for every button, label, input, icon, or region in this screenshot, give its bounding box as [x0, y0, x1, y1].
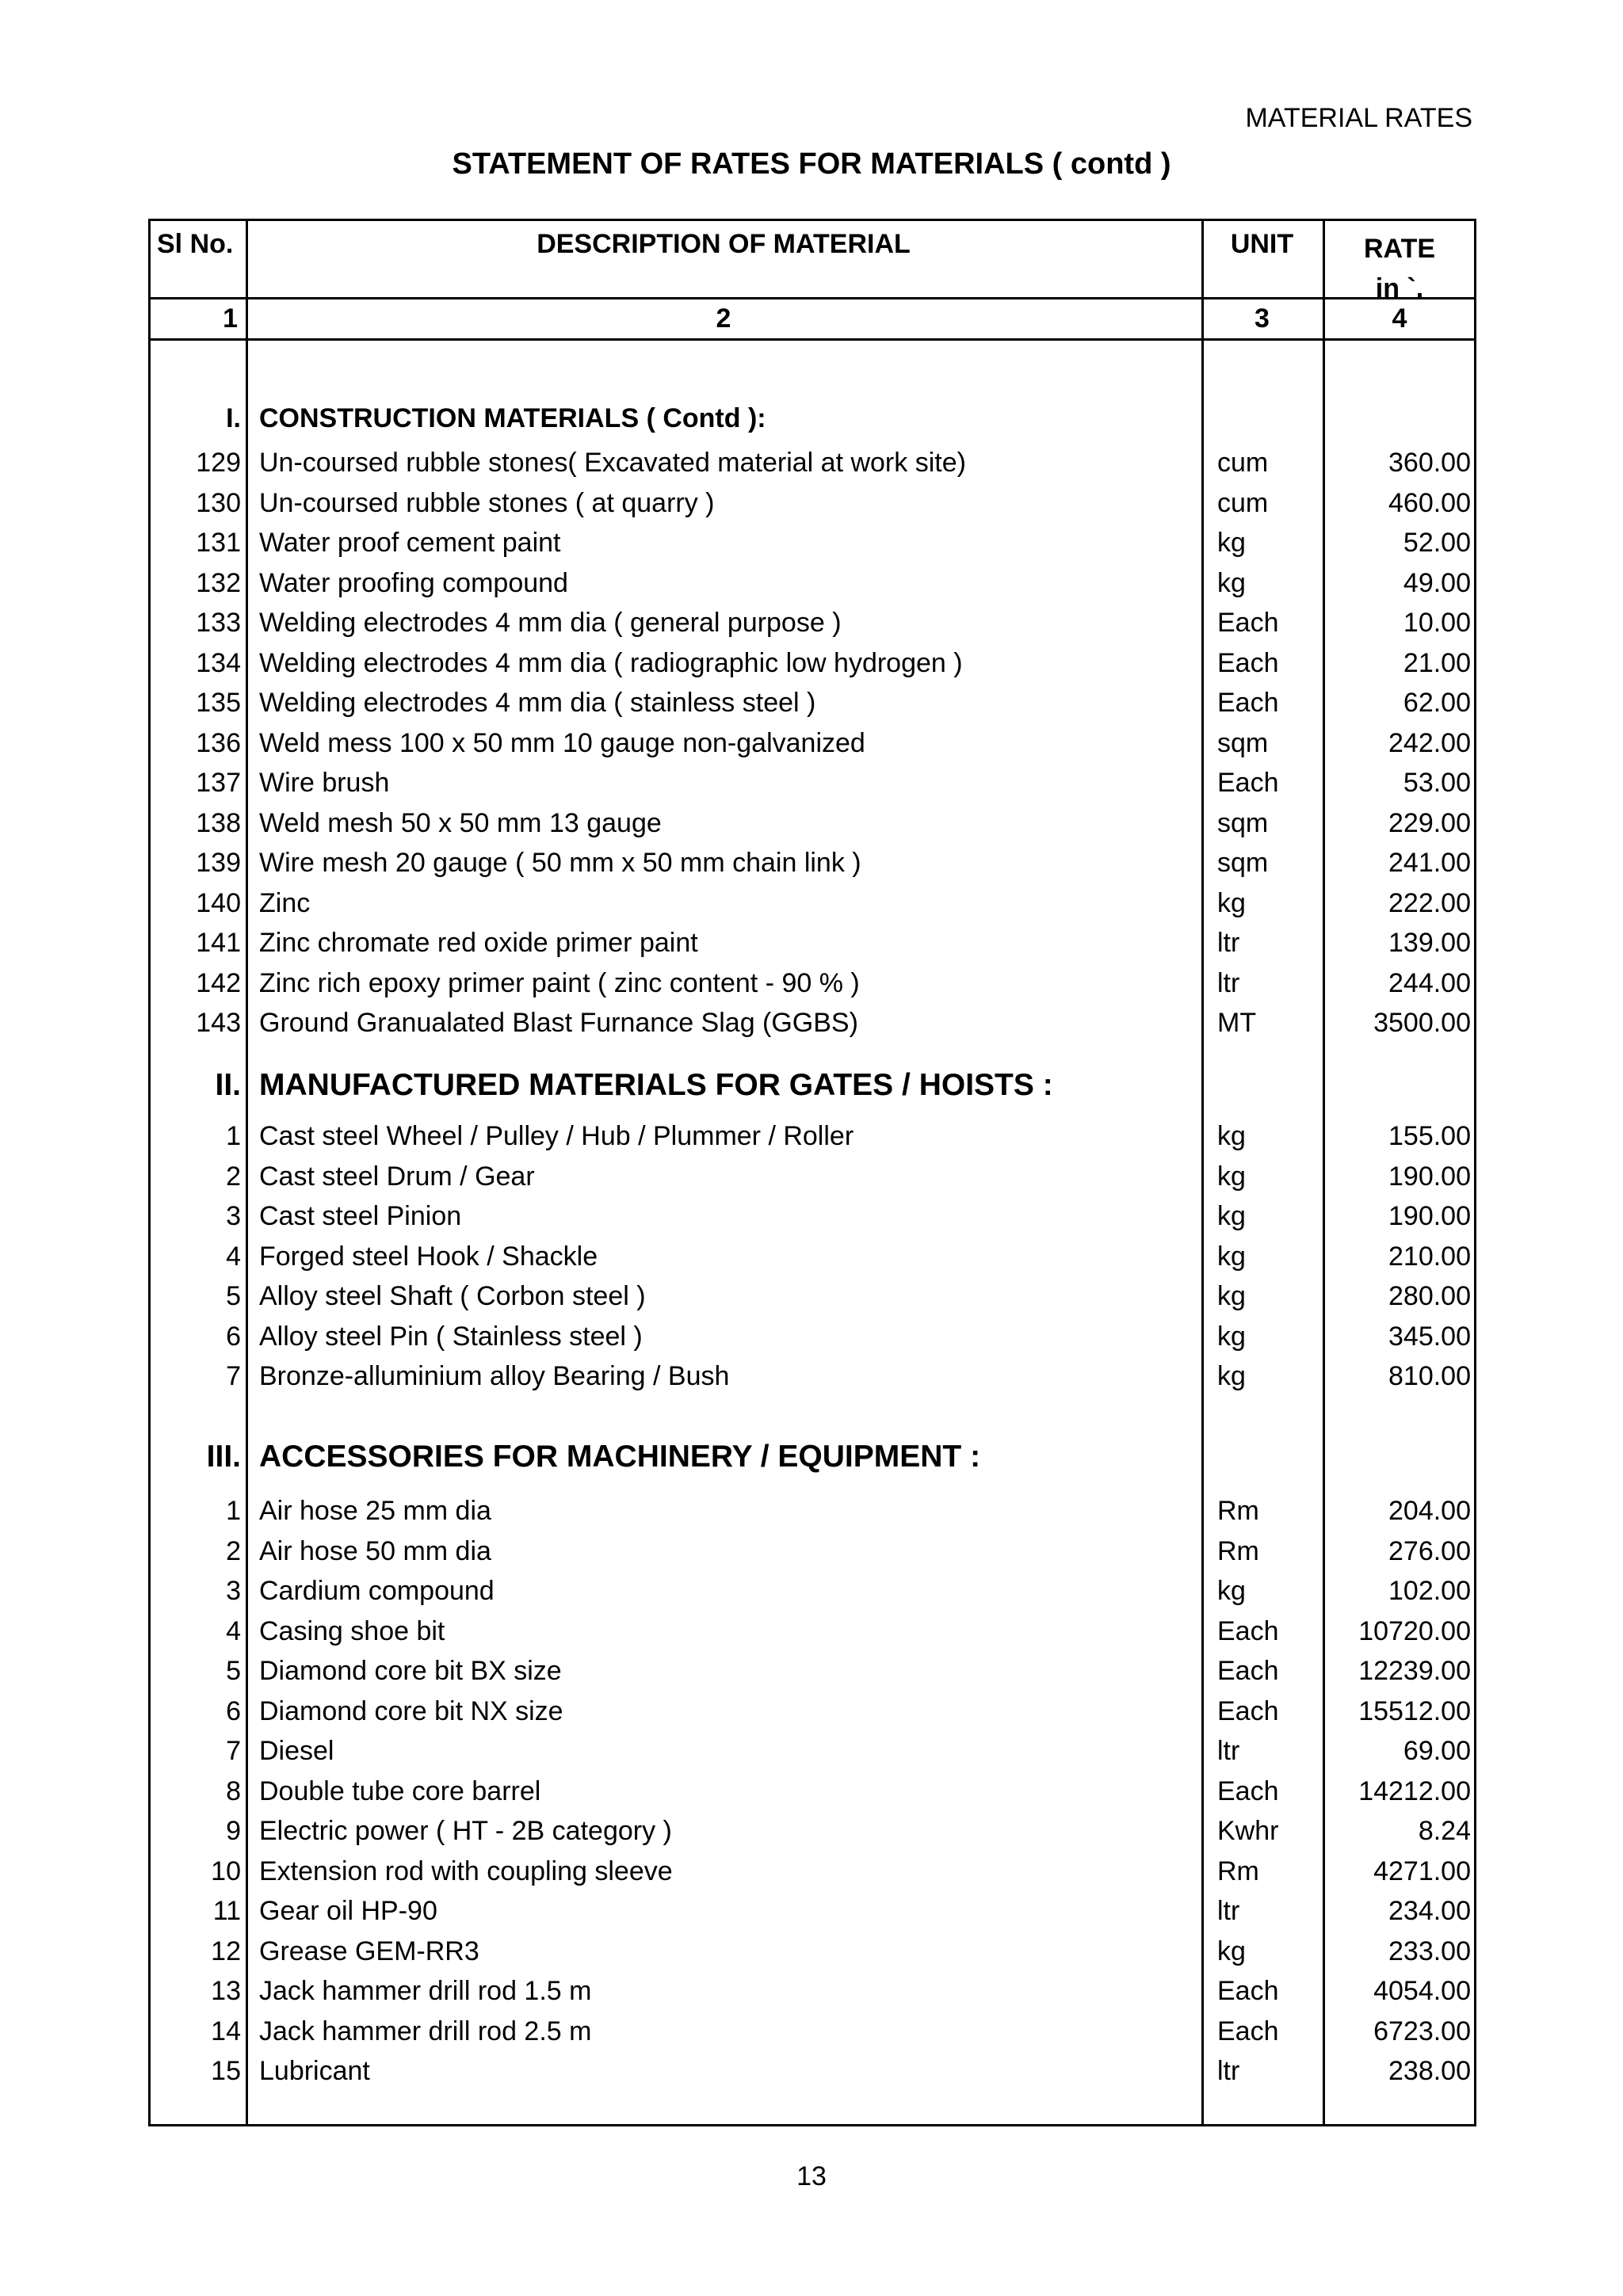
row-description: Forged steel Hook / Shackle	[259, 1241, 598, 1272]
row-rate: 241.00	[1388, 848, 1471, 878]
row-sl-number: 8	[226, 1775, 241, 1806]
table-row	[151, 2051, 1474, 2091]
row-rate: 229.00	[1388, 807, 1471, 838]
row-unit: MT	[1217, 1008, 1257, 1038]
table-row	[151, 1491, 1474, 1531]
table-row	[151, 1852, 1474, 1891]
row-description: Welding electrodes 4 mm dia ( radiographic low hydrogen )	[259, 647, 963, 678]
section-heading	[151, 399, 1474, 438]
row-description: Water proof cement paint	[259, 528, 561, 558]
row-unit: Rm	[1217, 1855, 1259, 1886]
row-rate: 139.00	[1388, 928, 1471, 958]
table-row	[151, 923, 1474, 963]
row-sl-number: 3	[226, 1576, 241, 1606]
row-sl-number: 131	[196, 528, 241, 558]
row-rate: 242.00	[1388, 727, 1471, 758]
row-rate: 6723.00	[1373, 2016, 1471, 2046]
row-description: Lubricant	[259, 2056, 370, 2086]
section-title: CONSTRUCTION MATERIALS ( Contd ):	[259, 403, 766, 433]
row-unit: kg	[1217, 1201, 1246, 1231]
row-rate: 810.00	[1388, 1361, 1471, 1391]
row-sl-number: 11	[212, 1896, 241, 1926]
row-rate: 204.00	[1388, 1496, 1471, 1526]
table-row	[151, 1811, 1474, 1851]
row-rate: 15512.00	[1358, 1695, 1471, 1726]
table-row	[151, 843, 1474, 883]
row-unit: kg	[1217, 1321, 1246, 1352]
row-description: Electric power ( HT - 2B category )	[259, 1816, 672, 1846]
page-title: STATEMENT OF RATES FOR MATERIALS ( contd )	[452, 147, 1171, 181]
row-unit: ltr	[1217, 967, 1240, 998]
row-description: Welding electrodes 4 mm dia ( stainless steel )	[259, 688, 816, 718]
row-rate: 190.00	[1388, 1161, 1471, 1192]
row-description: Diamond core bit NX size	[259, 1695, 563, 1726]
table-row	[151, 1772, 1474, 1811]
table-row	[151, 603, 1474, 643]
row-sl-number: 138	[196, 807, 241, 838]
row-sl-number: 7	[226, 1736, 241, 1766]
row-unit: Each	[1217, 2016, 1279, 2046]
row-unit: sqm	[1217, 848, 1269, 878]
row-description: Un-coursed rubble stones( Excavated material at work site)	[259, 448, 966, 478]
row-description: Wire brush	[259, 768, 390, 798]
table-row	[151, 1571, 1474, 1611]
row-sl-number: 6	[226, 1321, 241, 1352]
row-description: Weld mess 100 x 50 mm 10 gauge non-galvanized	[259, 727, 865, 758]
row-description: Zinc	[259, 887, 311, 918]
table-row	[151, 443, 1474, 482]
row-description: Grease GEM-RR3	[259, 1936, 479, 1966]
row-description: Double tube core barrel	[259, 1775, 541, 1806]
row-sl-number: 135	[196, 688, 241, 718]
row-rate: 3500.00	[1373, 1008, 1471, 1038]
table-row	[151, 1157, 1474, 1196]
section-heading	[151, 1066, 1474, 1105]
row-unit: Each	[1217, 1695, 1279, 1726]
table-row	[151, 1356, 1474, 1396]
row-sl-number: 9	[226, 1816, 241, 1846]
row-rate: 102.00	[1388, 1576, 1471, 1606]
row-unit: kg	[1217, 1361, 1246, 1391]
row-sl-number: 5	[226, 1281, 241, 1311]
table-row	[151, 1611, 1474, 1651]
table-row	[151, 2012, 1474, 2051]
row-description: Diamond core bit BX size	[259, 1656, 562, 1686]
row-rate: 10720.00	[1358, 1615, 1471, 1646]
row-unit: cum	[1217, 487, 1269, 518]
row-description: Ground Granualated Blast Furnance Slag (GGBS)	[259, 1008, 858, 1038]
column-header-rate-label: RATE	[1363, 234, 1436, 264]
row-rate: 21.00	[1403, 647, 1471, 678]
row-sl-number: 15	[211, 2056, 241, 2086]
table-row	[151, 643, 1474, 683]
table-row	[151, 1237, 1474, 1276]
row-unit: sqm	[1217, 807, 1269, 838]
row-description: Air hose 50 mm dia	[259, 1535, 491, 1566]
table-row	[151, 963, 1474, 1003]
section-title: MANUFACTURED MATERIALS FOR GATES / HOISTS :	[259, 1068, 1053, 1102]
table-row	[151, 883, 1474, 923]
column-header-unit: UNIT	[1230, 229, 1294, 259]
table-row	[151, 1971, 1474, 2011]
row-rate: 345.00	[1388, 1321, 1471, 1352]
row-unit: Each	[1217, 768, 1279, 798]
row-unit: Each	[1217, 1976, 1279, 2006]
row-description: Welding electrodes 4 mm dia ( general purpose )	[259, 608, 842, 638]
table-row	[151, 1531, 1474, 1571]
table-row	[151, 1691, 1474, 1731]
column-number: 1	[223, 303, 238, 334]
row-sl-number: 6	[226, 1695, 241, 1726]
row-sl-number: 2	[226, 1161, 241, 1192]
row-description: Gear oil HP-90	[259, 1896, 437, 1926]
table-row	[151, 1731, 1474, 1771]
row-description: Alloy steel Shaft ( Corbon steel )	[259, 1281, 646, 1311]
row-rate: 276.00	[1388, 1535, 1471, 1566]
row-sl-number: 10	[211, 1855, 241, 1886]
row-rate: 222.00	[1388, 887, 1471, 918]
row-unit: kg	[1217, 1241, 1246, 1272]
row-description: Casing shoe bit	[259, 1615, 445, 1646]
row-rate: 14212.00	[1358, 1775, 1471, 1806]
row-sl-number: 137	[196, 768, 241, 798]
row-sl-number: 132	[196, 567, 241, 598]
row-rate: 238.00	[1388, 2056, 1471, 2086]
row-unit: cum	[1217, 448, 1269, 478]
row-unit: kg	[1217, 1121, 1246, 1151]
section-heading	[151, 1437, 1474, 1477]
section-number: III.	[206, 1440, 241, 1474]
row-rate: 155.00	[1388, 1121, 1471, 1151]
row-rate: 4054.00	[1373, 1976, 1471, 2006]
column-number: 2	[716, 303, 731, 334]
table-row	[151, 523, 1474, 563]
row-sl-number: 130	[196, 487, 241, 518]
table-row	[151, 1932, 1474, 1971]
table-row	[151, 1196, 1474, 1236]
table-row	[151, 803, 1474, 843]
row-unit: Each	[1217, 1775, 1279, 1806]
row-unit: kg	[1217, 1576, 1246, 1606]
row-unit: ltr	[1217, 928, 1240, 958]
row-rate: 360.00	[1388, 448, 1471, 478]
row-unit: Each	[1217, 647, 1279, 678]
table-row	[151, 683, 1474, 723]
row-unit: Kwhr	[1217, 1816, 1279, 1846]
row-description: Water proofing compound	[259, 567, 568, 598]
table-row	[151, 1116, 1474, 1156]
row-unit: ltr	[1217, 1736, 1240, 1766]
row-description: Alloy steel Pin ( Stainless steel )	[259, 1321, 643, 1352]
row-rate: 280.00	[1388, 1281, 1471, 1311]
row-sl-number: 13	[211, 1976, 241, 2006]
table-row	[151, 1317, 1474, 1356]
row-description: Zinc chromate red oxide primer paint	[259, 928, 698, 958]
row-sl-number: 1	[226, 1121, 241, 1151]
row-sl-number: 141	[196, 928, 241, 958]
table-row	[151, 1891, 1474, 1931]
row-rate: 69.00	[1403, 1736, 1471, 1766]
row-sl-number: 7	[226, 1361, 241, 1391]
row-rate: 53.00	[1403, 768, 1471, 798]
row-rate: 4271.00	[1373, 1855, 1471, 1886]
row-rate: 244.00	[1388, 967, 1471, 998]
row-rate: 52.00	[1403, 528, 1471, 558]
table-row	[151, 563, 1474, 603]
row-description: Cast steel Pinion	[259, 1201, 462, 1231]
row-unit: kg	[1217, 1281, 1246, 1311]
row-unit: Rm	[1217, 1535, 1259, 1566]
row-sl-number: 133	[196, 608, 241, 638]
row-unit: kg	[1217, 1936, 1246, 1966]
row-sl-number: 134	[196, 647, 241, 678]
row-rate: 10.00	[1403, 608, 1471, 638]
row-description: Diesel	[259, 1736, 334, 1766]
row-rate: 233.00	[1388, 1936, 1471, 1966]
column-header-rate-currency: in `.	[1375, 273, 1424, 303]
document-category: MATERIAL RATES	[1245, 103, 1472, 133]
page-number: 13	[796, 2161, 827, 2191]
row-sl-number: 12	[211, 1936, 241, 1966]
row-rate: 49.00	[1403, 567, 1471, 598]
row-sl-number: 140	[196, 887, 241, 918]
column-header-description: DESCRIPTION OF MATERIAL	[537, 229, 911, 259]
row-rate: 234.00	[1388, 1896, 1471, 1926]
row-description: Un-coursed rubble stones ( at quarry )	[259, 487, 715, 518]
row-unit: Each	[1217, 608, 1279, 638]
row-sl-number: 1	[226, 1496, 241, 1526]
row-sl-number: 5	[226, 1656, 241, 1686]
row-unit: Each	[1217, 688, 1279, 718]
row-unit: Each	[1217, 1656, 1279, 1686]
row-description: Air hose 25 mm dia	[259, 1496, 491, 1526]
row-description: Cast steel Wheel / Pulley / Hub / Plummer / Roller	[259, 1121, 854, 1151]
table-row	[151, 483, 1474, 523]
row-unit: kg	[1217, 567, 1246, 598]
row-rate: 460.00	[1388, 487, 1471, 518]
table-row	[151, 763, 1474, 803]
row-unit: Each	[1217, 1615, 1279, 1646]
row-unit: ltr	[1217, 1896, 1240, 1926]
section-number: II.	[215, 1068, 241, 1102]
table-row	[151, 723, 1474, 763]
row-sl-number: 2	[226, 1535, 241, 1566]
section-title: ACCESSORIES FOR MACHINERY / EQUIPMENT :	[259, 1440, 981, 1474]
table-row	[151, 1003, 1474, 1043]
row-sl-number: 142	[196, 967, 241, 998]
row-rate: 12239.00	[1358, 1656, 1471, 1686]
column-number: 3	[1254, 303, 1270, 334]
row-rate: 190.00	[1388, 1201, 1471, 1231]
row-rate: 210.00	[1388, 1241, 1471, 1272]
row-sl-number: 143	[196, 1008, 241, 1038]
column-header-sl: Sl No.	[157, 229, 234, 259]
column-number: 4	[1392, 303, 1407, 334]
row-description: Weld mesh 50 x 50 mm 13 gauge	[259, 807, 662, 838]
table-row	[151, 1651, 1474, 1691]
table-body	[151, 221, 1474, 2124]
table-row	[151, 1276, 1474, 1316]
row-sl-number: 4	[226, 1241, 241, 1272]
row-unit: kg	[1217, 887, 1246, 918]
row-sl-number: 3	[226, 1201, 241, 1231]
row-unit: ltr	[1217, 2056, 1240, 2086]
row-sl-number: 136	[196, 727, 241, 758]
row-description: Bronze-alluminium alloy Bearing / Bush	[259, 1361, 730, 1391]
rates-table	[148, 219, 1476, 2126]
section-number: I.	[226, 403, 241, 433]
row-unit: Rm	[1217, 1496, 1259, 1526]
row-description: Extension rod with coupling sleeve	[259, 1855, 673, 1886]
row-unit: sqm	[1217, 727, 1269, 758]
row-sl-number: 4	[226, 1615, 241, 1646]
row-unit: kg	[1217, 1161, 1246, 1192]
row-description: Jack hammer drill rod 2.5 m	[259, 2016, 592, 2046]
row-rate: 62.00	[1403, 688, 1471, 718]
row-sl-number: 129	[196, 448, 241, 478]
row-description: Zinc rich epoxy primer paint ( zinc content - 90 % )	[259, 967, 860, 998]
row-description: Cast steel Drum / Gear	[259, 1161, 535, 1192]
row-description: Jack hammer drill rod 1.5 m	[259, 1976, 592, 2006]
row-description: Wire mesh 20 gauge ( 50 mm x 50 mm chain link )	[259, 848, 861, 878]
row-description: Cardium compound	[259, 1576, 495, 1606]
row-unit: kg	[1217, 528, 1246, 558]
row-sl-number: 139	[196, 848, 241, 878]
row-sl-number: 14	[211, 2016, 241, 2046]
row-rate: 8.24	[1418, 1816, 1471, 1846]
